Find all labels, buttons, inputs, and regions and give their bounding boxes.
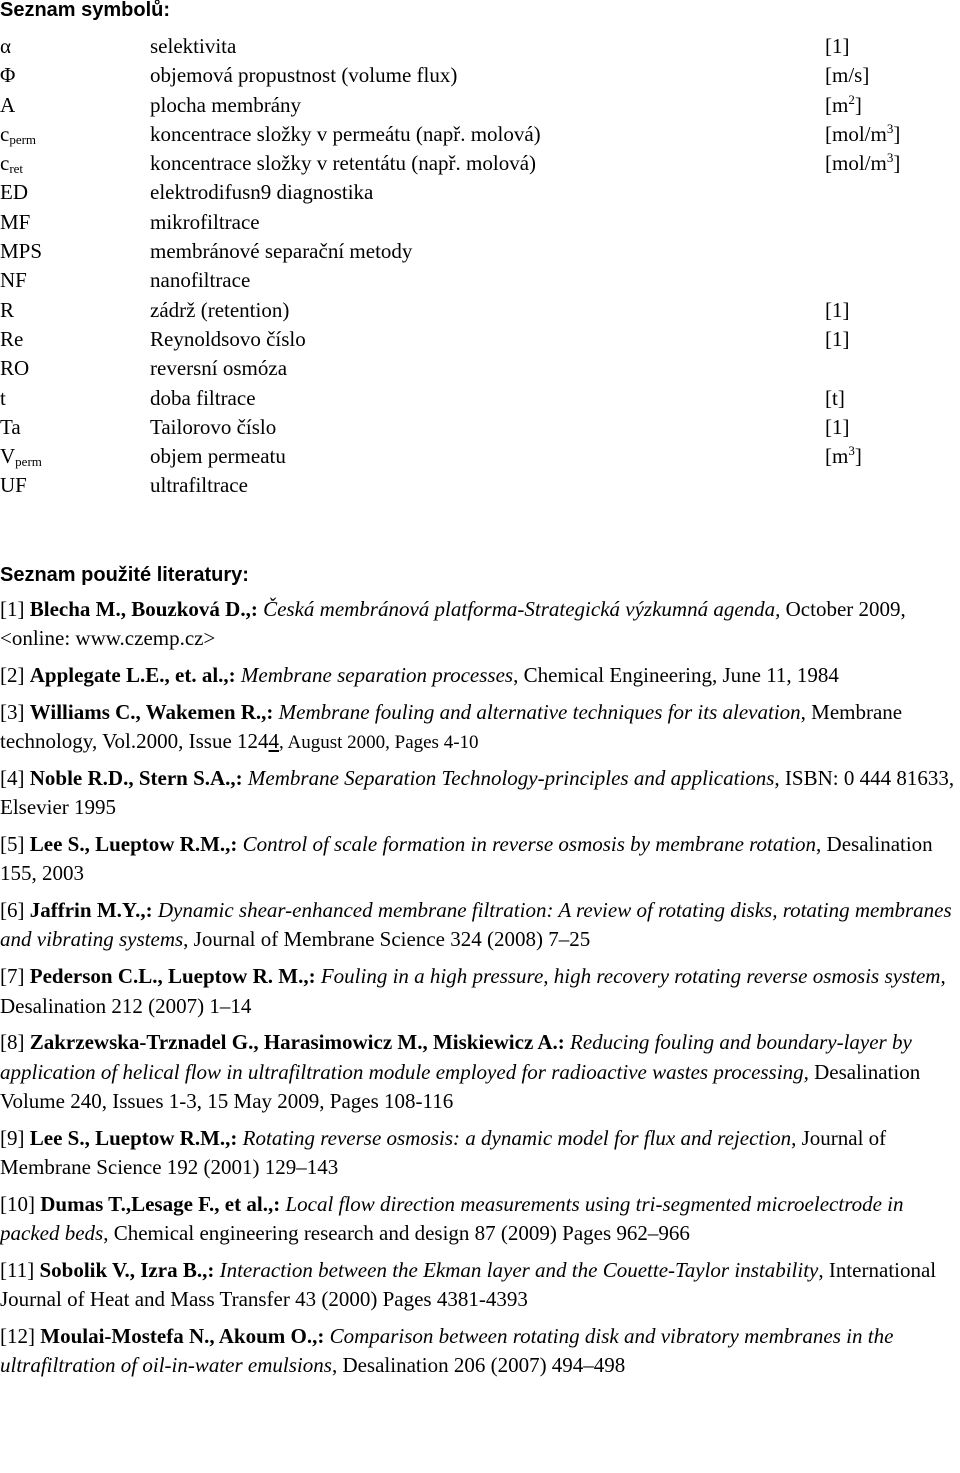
reference-authors: Jaffrin M.Y.,: bbox=[29, 898, 153, 923]
symbol-text: c bbox=[0, 121, 10, 146]
reference-source: , International Journal of Heat and Mass Transfer 43 (2000) Pages 4381-4393 bbox=[0, 1257, 937, 1312]
reference-authors: Dumas T.,Lesage F., et al.,: bbox=[40, 1191, 281, 1216]
symbol-unit bbox=[825, 61, 869, 90]
reference-title: Fouling in a high pressure, high recovery rotating reverse osmosis system bbox=[320, 964, 941, 989]
references-heading: Seznam použité literatury: bbox=[0, 564, 249, 586]
reference-authors: Lee S., Lueptow R.M.,: bbox=[29, 832, 238, 857]
reference-authors: Noble R.D., Stern S.A.,: bbox=[29, 765, 243, 790]
reference-item bbox=[0, 1124, 958, 1184]
reference-number: [1] bbox=[0, 597, 30, 621]
unit-superscript: 3 bbox=[886, 120, 894, 136]
symbol-text: UF bbox=[0, 473, 27, 498]
reference-number: [7] bbox=[0, 964, 30, 989]
reference-item bbox=[0, 896, 958, 956]
symbol-description: reversní osmóza bbox=[150, 356, 288, 381]
symbols-heading: Seznam symbolů: bbox=[0, 0, 171, 21]
reference-source-small: , August 2000, Pages 4-10 bbox=[279, 732, 479, 754]
symbol-description: ultrafiltrace bbox=[150, 473, 248, 498]
symbol-row bbox=[0, 91, 960, 120]
reference-source: , Desalination 155, 2003 bbox=[0, 832, 933, 886]
symbol-unit bbox=[825, 442, 862, 471]
symbol-unit bbox=[825, 325, 850, 354]
symbol-text: t bbox=[0, 385, 6, 410]
references-list bbox=[0, 595, 958, 1388]
symbols-table bbox=[0, 32, 960, 501]
reference-authors: Williams C., Wakemen R.,: bbox=[29, 699, 274, 724]
symbol-text: NF bbox=[0, 268, 27, 293]
unit-text: [1] bbox=[825, 34, 850, 58]
symbol-text: A bbox=[0, 92, 16, 117]
reference-number: [3] bbox=[0, 699, 30, 724]
reference-source: , Membrane technology, Vol.2000, Issue 124 bbox=[0, 699, 903, 754]
reference-number: [5] bbox=[0, 832, 30, 857]
unit-text: [mol/m bbox=[825, 151, 887, 176]
reference-source: , Desalination 212 (2007) 1–14 bbox=[0, 964, 946, 1018]
symbol-cell bbox=[0, 354, 29, 383]
symbol-text: MF bbox=[0, 209, 31, 234]
symbol-cell bbox=[0, 237, 42, 266]
symbol-text: Re bbox=[0, 326, 24, 351]
symbol-text: c bbox=[0, 151, 10, 176]
reference-item bbox=[0, 661, 958, 691]
symbol-cell bbox=[0, 266, 27, 295]
reference-authors: Zakrzewska-Trznadel G., Harasimowicz M., Miskiewicz A.: bbox=[29, 1030, 565, 1055]
reference-authors: Sobolik V., Izra B.,: bbox=[39, 1257, 215, 1282]
symbol-unit bbox=[825, 413, 850, 442]
reference-number: [6] bbox=[0, 898, 30, 923]
symbol-row bbox=[0, 413, 960, 442]
reference-underlined: 4 bbox=[268, 729, 280, 754]
symbol-row bbox=[0, 178, 960, 207]
reference-source: , Desalination 206 (2007) 494–498 bbox=[331, 1353, 626, 1378]
symbol-unit bbox=[825, 384, 845, 413]
reference-item bbox=[0, 962, 958, 1022]
unit-text: [1] bbox=[825, 326, 850, 351]
reference-item bbox=[0, 1256, 958, 1316]
reference-source: , Chemical Engineering, June 11, 1984 bbox=[513, 663, 839, 688]
reference-item bbox=[0, 595, 958, 655]
symbol-row bbox=[0, 120, 960, 149]
reference-number: [2] bbox=[0, 663, 30, 688]
unit-end: ] bbox=[893, 151, 901, 176]
symbol-text: Φ bbox=[0, 63, 16, 88]
reference-title: Local flow direction measurements using tri-segmented microelectrode in packed beds bbox=[0, 1191, 904, 1246]
reference-title: Reducing fouling and boundary-layer by application of helical flow in ultrafiltration module employed for radioactive wastes processing, bbox=[0, 1030, 912, 1084]
symbol-unit bbox=[825, 32, 850, 61]
reference-title: Control of scale formation in reverse osmosis by membrane rotation bbox=[242, 832, 817, 857]
reference-item bbox=[0, 698, 958, 758]
symbol-cell bbox=[0, 471, 27, 500]
reference-authors: Blecha M., Bouzková D.,: bbox=[29, 597, 258, 621]
unit-text: [1] bbox=[825, 297, 850, 322]
unit-end: ] bbox=[854, 444, 862, 469]
reference-authors: Pederson C.L., Lueptow R. M.,: bbox=[29, 964, 316, 989]
symbol-description: koncentrace složky v retentátu (např. molová) bbox=[150, 151, 537, 176]
reference-title: Rotating reverse osmosis: a dynamic model for flux and rejection bbox=[242, 1125, 792, 1150]
reference-item bbox=[0, 1190, 958, 1250]
reference-authors: Applegate L.E., et. al.,: bbox=[29, 663, 236, 688]
symbol-text: MPS bbox=[0, 239, 43, 264]
reference-source: , ISBN: 0 444 81633, Elsevier 1995 bbox=[0, 765, 955, 820]
unit-superscript: 3 bbox=[848, 443, 855, 459]
symbol-unit bbox=[825, 120, 900, 149]
reference-number: [10] bbox=[0, 1191, 41, 1216]
symbol-cell bbox=[0, 178, 28, 207]
reference-source: Desalination Volume 240, Issues 1-3, 15 May 2009, Pages 108-116 bbox=[0, 1059, 921, 1113]
symbol-row bbox=[0, 237, 960, 266]
symbol-row bbox=[0, 208, 960, 237]
symbol-unit bbox=[825, 149, 900, 178]
symbol-row bbox=[0, 471, 960, 500]
reference-item bbox=[0, 764, 958, 824]
symbol-description: mikrofiltrace bbox=[150, 209, 260, 234]
reference-number: [8] bbox=[0, 1030, 30, 1055]
symbol-row bbox=[0, 354, 960, 383]
symbol-unit bbox=[825, 91, 862, 120]
reference-source: , Journal of Membrane Science 324 (2008) 7–25 bbox=[183, 927, 591, 952]
unit-text: [t] bbox=[825, 385, 845, 410]
reference-number: [9] bbox=[0, 1125, 30, 1150]
reference-title: Membrane separation processes bbox=[240, 663, 514, 688]
symbol-description: zádrž (retention) bbox=[150, 297, 290, 322]
symbol-subscript: ret bbox=[9, 161, 24, 177]
symbol-cell bbox=[0, 32, 11, 61]
unit-text: [m/s] bbox=[825, 63, 870, 88]
reference-title: Česká membránová platforma-Strategická výzkumná agenda, bbox=[263, 597, 781, 621]
symbol-row bbox=[0, 325, 960, 354]
reference-title: Membrane fouling and alternative techniques for its alevation bbox=[278, 699, 801, 724]
symbol-row bbox=[0, 61, 960, 90]
reference-title: Interaction between the Ekman layer and the Couette-Taylor instability bbox=[219, 1257, 819, 1282]
reference-authors: Lee S., Lueptow R.M.,: bbox=[29, 1125, 238, 1150]
symbol-subscript: perm bbox=[9, 131, 37, 147]
reference-title: Comparison between rotating disk and vibratory membranes in the ultrafiltration of oil-in-water emulsions bbox=[0, 1324, 894, 1378]
symbol-text: ED bbox=[0, 180, 28, 205]
reference-authors: Moulai-Mostefa N., Akoum O.,: bbox=[40, 1324, 325, 1349]
symbol-row bbox=[0, 149, 960, 178]
symbol-row bbox=[0, 266, 960, 295]
unit-text: [mol/m bbox=[825, 121, 887, 146]
unit-text: [1] bbox=[825, 414, 850, 439]
symbol-description: objem permeatu bbox=[150, 444, 286, 469]
unit-end: ] bbox=[893, 121, 901, 146]
symbol-cell bbox=[0, 120, 36, 149]
symbol-description: selektivita bbox=[150, 34, 237, 58]
symbol-unit bbox=[825, 296, 850, 325]
reference-source: October 2009, <online: www.czemp.cz> bbox=[0, 597, 906, 651]
symbol-description: membránové separační metody bbox=[150, 239, 413, 264]
symbol-description: elektrodifusn9 diagnostika bbox=[150, 180, 374, 205]
reference-title: Membrane Separation Technology-principles and applications bbox=[247, 765, 775, 790]
symbol-description: koncentrace složky v permeátu (např. molová) bbox=[150, 121, 541, 146]
symbol-row bbox=[0, 442, 960, 471]
symbol-cell bbox=[0, 413, 21, 442]
reference-item bbox=[0, 1322, 958, 1382]
reference-source: , Chemical engineering research and design 87 (2009) Pages 962–966 bbox=[103, 1221, 690, 1246]
symbol-description: nanofiltrace bbox=[150, 268, 251, 293]
symbol-subscript: perm bbox=[15, 454, 42, 470]
reference-number: [12] bbox=[0, 1324, 41, 1349]
symbol-cell bbox=[0, 208, 30, 237]
symbol-cell bbox=[0, 149, 23, 178]
reference-number: [4] bbox=[0, 765, 30, 790]
symbol-cell bbox=[0, 61, 15, 90]
reference-source: , Journal of Membrane Science 192 (2001) 129–143 bbox=[0, 1125, 887, 1180]
symbol-cell bbox=[0, 442, 42, 471]
unit-text: [m bbox=[825, 92, 849, 117]
symbol-description: Reynoldsovo číslo bbox=[150, 326, 306, 351]
symbol-cell bbox=[0, 296, 14, 325]
unit-end: ] bbox=[854, 92, 862, 117]
symbol-description: doba filtrace bbox=[150, 385, 256, 410]
symbol-text: α bbox=[0, 34, 12, 58]
symbol-description: plocha membrány bbox=[150, 92, 302, 117]
reference-number: [11] bbox=[0, 1257, 40, 1282]
reference-item bbox=[0, 830, 958, 890]
symbol-cell bbox=[0, 91, 15, 120]
symbol-row bbox=[0, 32, 960, 61]
unit-text: [m bbox=[825, 444, 849, 469]
symbol-description: objemová propustnost (volume flux) bbox=[150, 63, 458, 88]
symbol-row bbox=[0, 296, 960, 325]
reference-title: Dynamic shear-enhanced membrane filtration: A review of rotating disks, rotating membranes and vibrating systems bbox=[0, 898, 952, 952]
symbol-description: Tailorovo číslo bbox=[150, 414, 277, 439]
symbol-text: Ta bbox=[0, 414, 21, 439]
unit-superscript: 3 bbox=[886, 150, 894, 166]
symbol-text: RO bbox=[0, 356, 30, 381]
symbol-text: R bbox=[0, 297, 15, 322]
symbol-row bbox=[0, 384, 960, 413]
symbol-cell bbox=[0, 325, 23, 354]
symbol-cell bbox=[0, 384, 6, 413]
unit-superscript: 2 bbox=[848, 91, 855, 107]
symbol-text: V bbox=[0, 444, 16, 469]
reference-item bbox=[0, 1028, 958, 1117]
